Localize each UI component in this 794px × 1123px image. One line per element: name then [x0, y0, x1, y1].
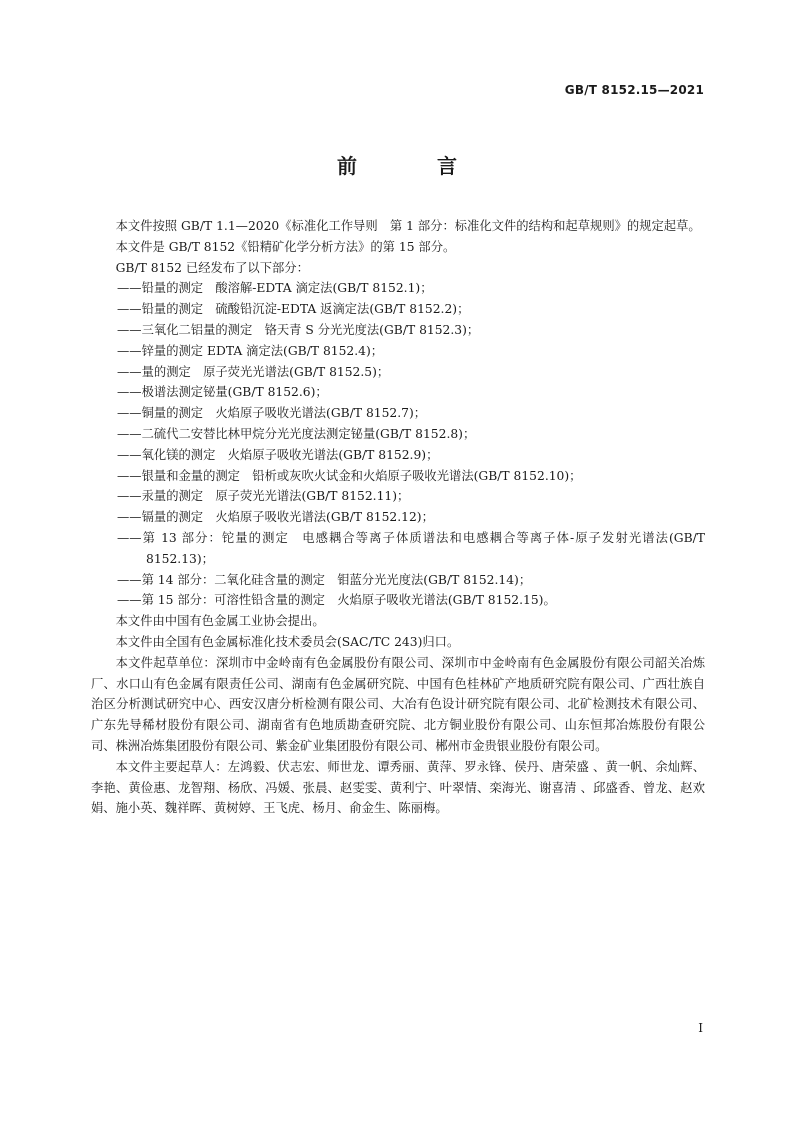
foreword-body — [91, 216, 705, 819]
paragraph-technical-committee: 本文件由全国有色金属标准化技术委员会(SAC/TC 243)归口。 — [115, 634, 460, 649]
list-item: ——量的测定 原子荧光光谱法(GB/T 8152.5)； — [117, 364, 390, 379]
page-title: 前 言 — [337, 154, 487, 178]
list-item: ——铅量的测定 硫酸铅沉淀-EDTA 返滴定法(GB/T 8152.2)； — [117, 302, 470, 317]
page-number: I — [698, 1021, 703, 1035]
paragraph-drafting-rules: 本文件按照 GB/T 1.1—2020《标准化工作导则 第 1 部分：标准化文件的结构和起草规则》的规定起草。 — [115, 219, 701, 233]
list-item: ——二硫代二安替比林甲烷分光光度法测定铋量(GB/T 8152.8)； — [117, 426, 476, 441]
list-item: ——第 15 部分：可溶性铅含量的测定 火焰原子吸收光谱法(GB/T 8152.15)。 — [117, 593, 556, 608]
list-item: ——铅量的测定 酸溶解-EDTA 滴定法(GB/T 8152.1)； — [117, 281, 433, 296]
standard-code: GB/T 8152.15—2021 — [564, 83, 704, 97]
list-item: ——第 14 部分：二氧化硅含量的测定 钼蓝分光光度法(GB/T 8152.14)； — [117, 572, 532, 587]
list-item: ——第 13 部分：铊量的测定 电感耦合等离子体质谱法和电感耦合等离子体-原子发射光谱法(GB/T 8152.13)； — [117, 530, 705, 566]
paragraph-part-statement: 本文件是 GB/T 8152《铅精矿化学分析方法》的第 15 部分。 — [115, 239, 456, 254]
list-item: ——汞量的测定 原子荧光光谱法(GB/T 8152.11)； — [117, 489, 410, 504]
paragraph-drafters: 本文件主要起草人：左鸿毅、伏志宏、师世龙、谭秀丽、黄萍、罗永锋、侯丹、唐荣盛 、黄一帆、余灿辉、李艳、黄俭惠、龙智翔、杨欣、冯媛、张晨、赵雯雯、黄利宁、叶翠情、栾海光、谢喜清 、邱盛香、曾龙、赵欢娟、施小英、魏祥晖、黄树婷、王飞虎、杨月、俞金生、陈丽梅。 — [91, 759, 705, 816]
list-item: ——锌量的测定 EDTA 滴定法(GB/T 8152.4)； — [117, 343, 384, 358]
list-item: ——三氧化二铝量的测定 铬天青 S 分光光度法(GB/T 8152.3)； — [117, 322, 480, 337]
paragraph-published-parts: GB/T 8152 已经发布了以下部分： — [115, 260, 309, 275]
paragraph-proposer: 本文件由中国有色金属工业协会提出。 — [115, 614, 325, 629]
parts-list — [91, 278, 705, 611]
list-item: ——极谱法测定铋量(GB/T 8152.6)； — [117, 385, 328, 400]
list-item: ——氧化镁的测定 火焰原子吸收光谱法(GB/T 8152.9)； — [117, 447, 439, 462]
list-item: ——铜量的测定 火焰原子吸收光谱法(GB/T 8152.7)； — [117, 406, 427, 421]
list-item: ——镉量的测定 火焰原子吸收光谱法(GB/T 8152.12)； — [117, 510, 434, 525]
paragraph-drafting-organizations: 本文件起草单位：深圳市中金岭南有色金属股份有限公司、深圳市中金岭南有色金属股份有限公司韶关冶炼厂、水口山有色金属有限责任公司、湖南有色金属研究院、中国有色桂林矿产地质研究院有限公司、广西壮族自治区分析测试研究中心、西安汉唐分析检测有限公司、大冶有色设计研究院有限公司、北矿检测技术有限公司、广东先导稀材股份有限公司、湖南省有色地质勘查研究院、北方铜业股份有限公司、山东恒邦冶炼股份有限公司、株洲冶炼集团股份有限公司、紫金矿业集团股份有限公司、郴州市金贵银业股份有限公司。 — [91, 655, 705, 753]
list-item: ——银量和金量的测定 铅析或灰吹火试金和火焰原子吸收光谱法(GB/T 8152.10)； — [117, 468, 582, 483]
